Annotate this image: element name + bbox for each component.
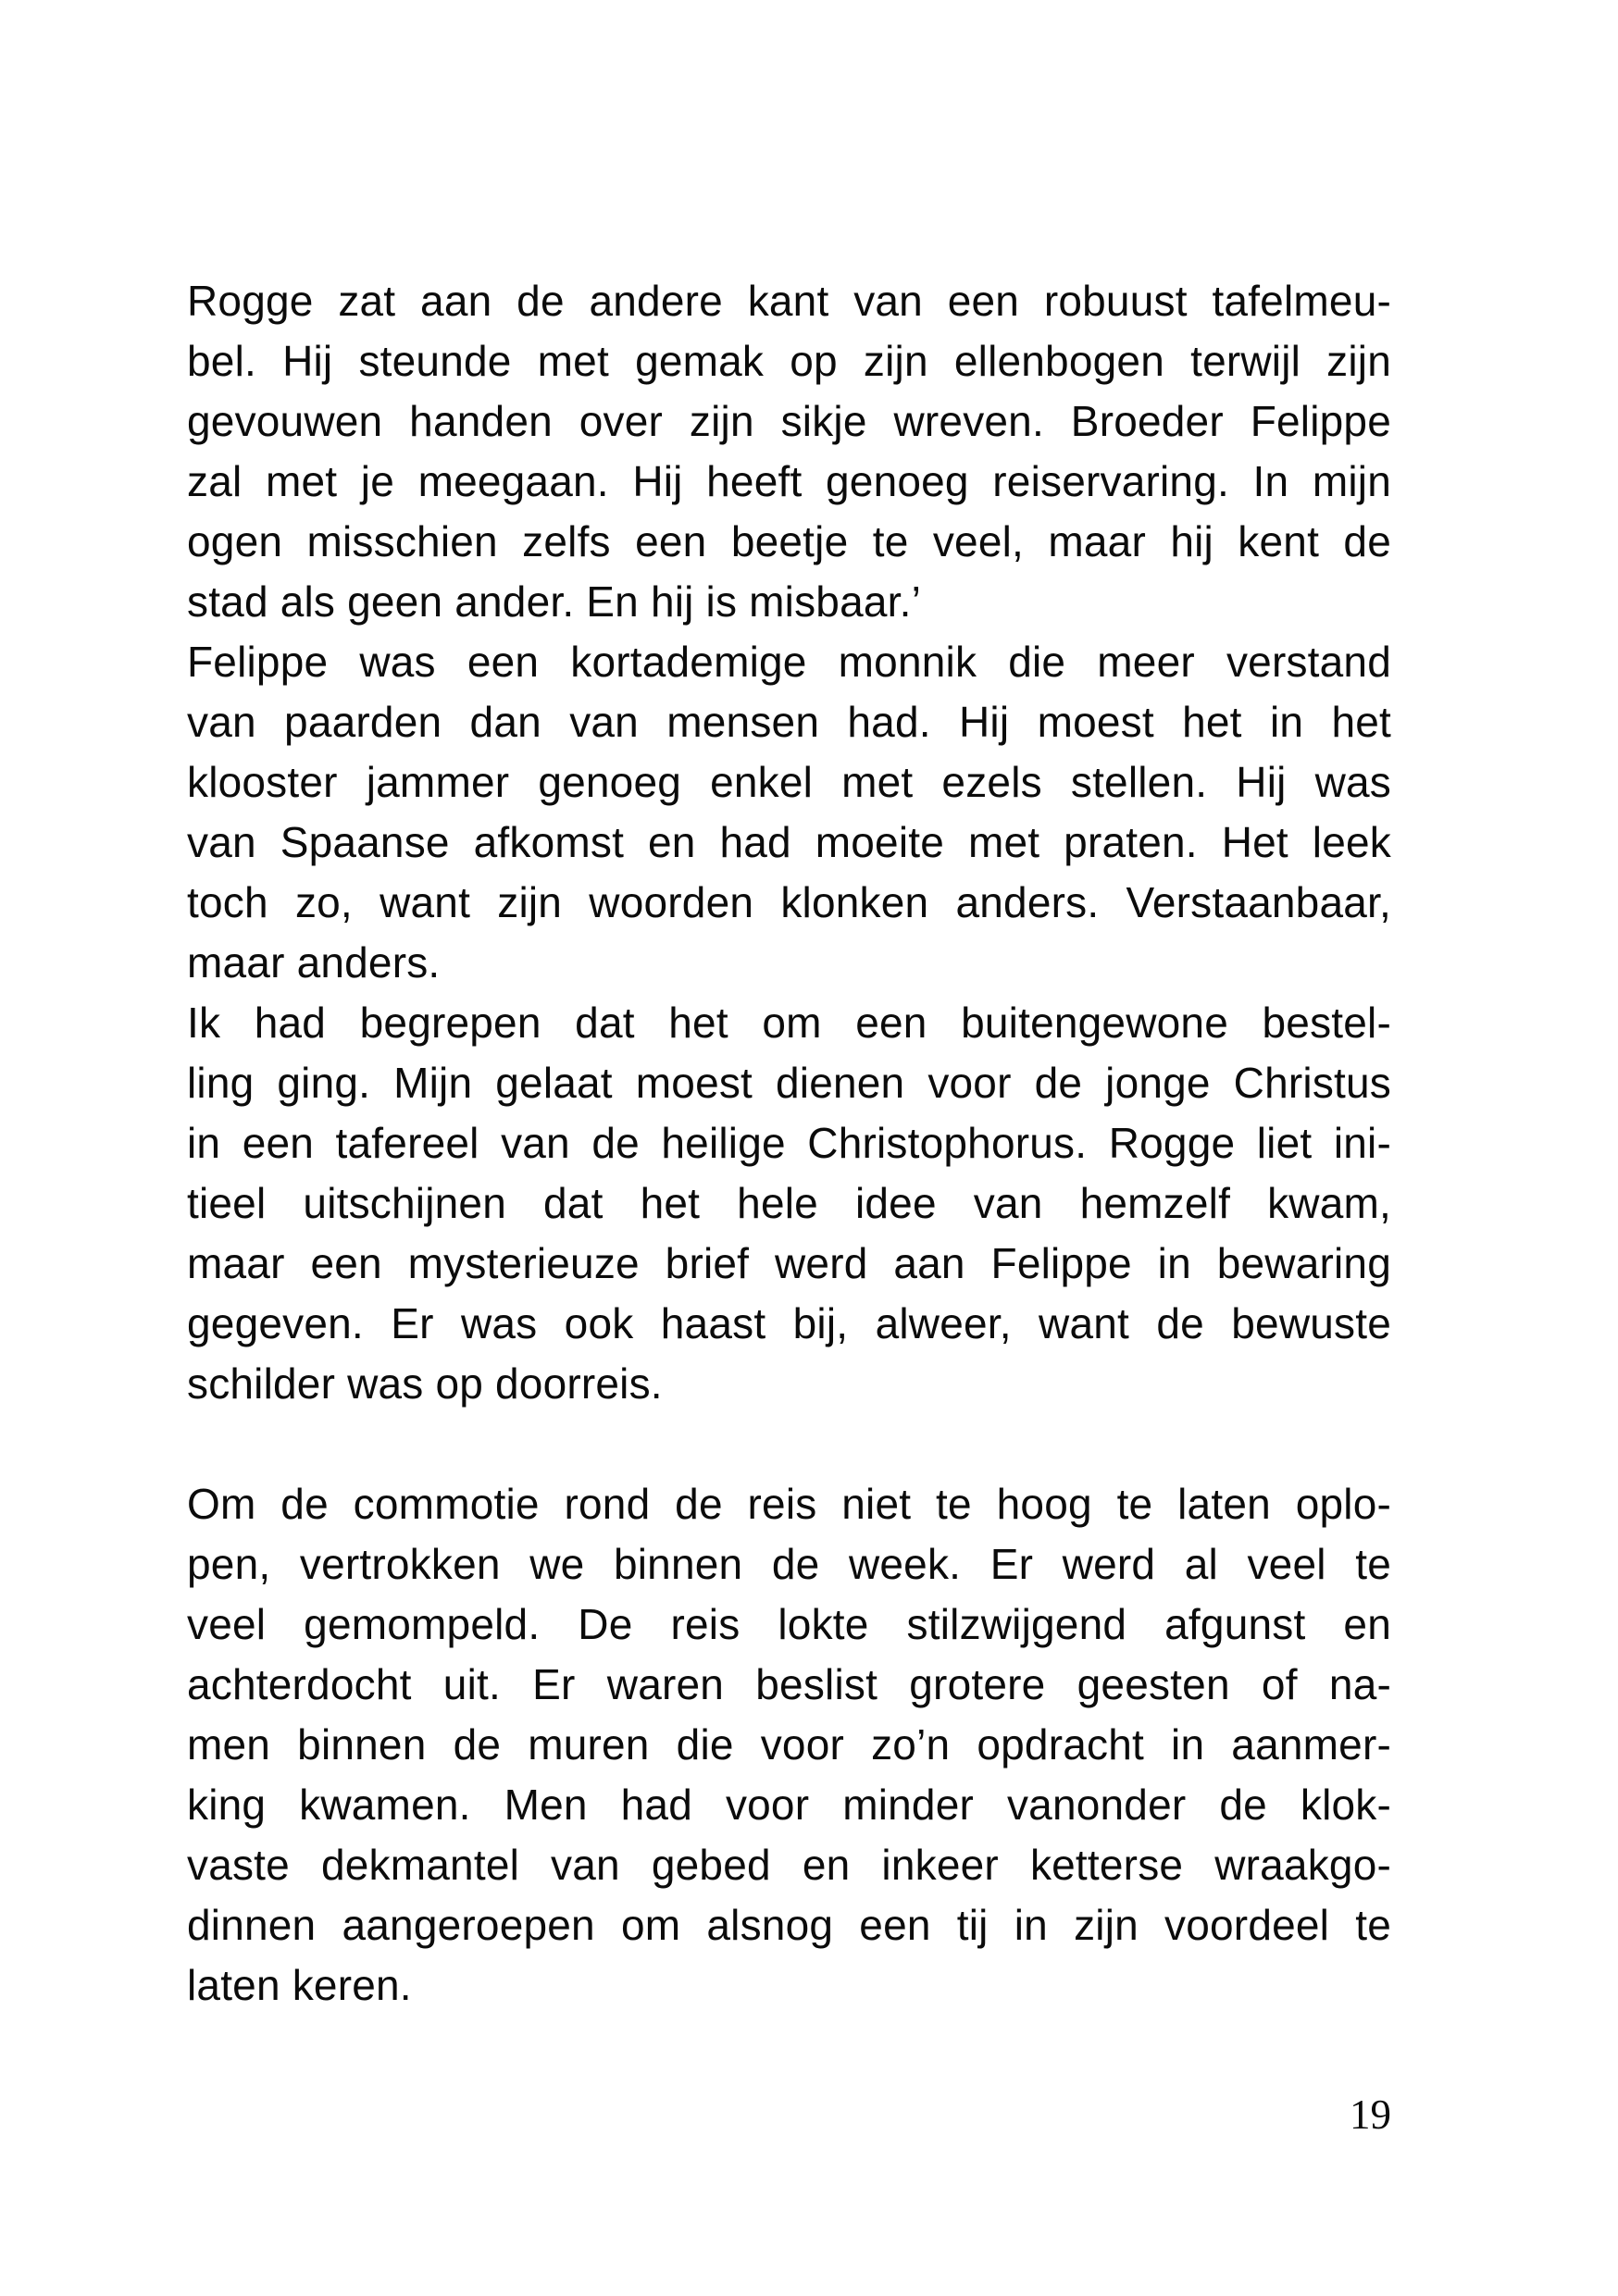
text-line: van paarden dan van mensen had. Hij moest het in het [187,698,1391,746]
text-line: Ik had begrepen dat het om een buitengewone bestel- [187,999,1391,1047]
text-line: van Spaanse afkomst en had moeite met praten. Het leek [187,818,1391,866]
text-line: ogen misschien zelfs een beetje te veel, maar hij kent de [187,517,1391,565]
text-line: maar een mysterieuze brief werd aan Felippe in bewaring [187,1239,1391,1287]
text-line: gegeven. Er was ook haast bij, alweer, want de bewuste [187,1299,1391,1347]
text-line: in een tafereel van de heilige Christophorus. Rogge liet ini- [187,1119,1391,1167]
paragraph-gap [187,1414,1391,1474]
text-line: pen, vertrokken we binnen de week. Er werd al veel te [187,1540,1391,1588]
text-line: laten keren. [187,1961,412,2009]
text-line: men binnen de muren die voor zo’n opdracht in aanmer- [187,1720,1391,1769]
text-line: vaste dekmantel van gebed en inkeer ketterse wraakgo- [187,1841,1391,1889]
text-line: zal met je meegaan. Hij heeft genoeg reiservaring. In mijn [187,457,1391,505]
page-number: 19 [1350,2091,1391,2138]
text-line: Om de commotie rond de reis niet te hoog te laten oplo- [187,1480,1391,1528]
text-line: bel. Hij steunde met gemak op zijn ellenbogen terwijl zijn [187,337,1391,385]
text-line: gevouwen handen over zijn sikje wreven. Broeder Felippe [187,397,1391,445]
body-text [187,271,1391,2016]
paragraph [187,271,1391,632]
paragraph [187,993,1391,1414]
text-line: schilder was op doorreis. [187,1359,663,1408]
text-line: tieel uitschijnen dat het hele idee van hemzelf kwam, [187,1179,1391,1227]
text-line: ling ging. Mijn gelaat moest dienen voor de jonge Christus [187,1059,1391,1107]
text-line: toch zo, want zijn woorden klonken anders. Verstaanbaar, [187,878,1391,926]
paragraph [187,1474,1391,2016]
text-line: klooster jammer genoeg enkel met ezels stellen. Hij was [187,758,1391,806]
paragraph [187,632,1391,993]
text-line: Rogge zat aan de andere kant van een robuust tafelmeu- [187,277,1391,325]
text-line: dinnen aangeroepen om alsnog een tij in zijn voordeel te [187,1901,1391,1949]
text-line: Felippe was een kortademige monnik die meer verstand [187,638,1391,686]
text-line: stad als geen ander. En hij is misbaar.’ [187,577,922,626]
text-line: achterdocht uit. Er waren beslist grotere geesten of na- [187,1660,1391,1708]
text-line: king kwamen. Men had voor minder vanonder de klok- [187,1781,1391,1829]
text-line: veel gemompeld. De reis lokte stilzwijgend afgunst en [187,1600,1391,1648]
text-line: maar anders. [187,938,441,987]
